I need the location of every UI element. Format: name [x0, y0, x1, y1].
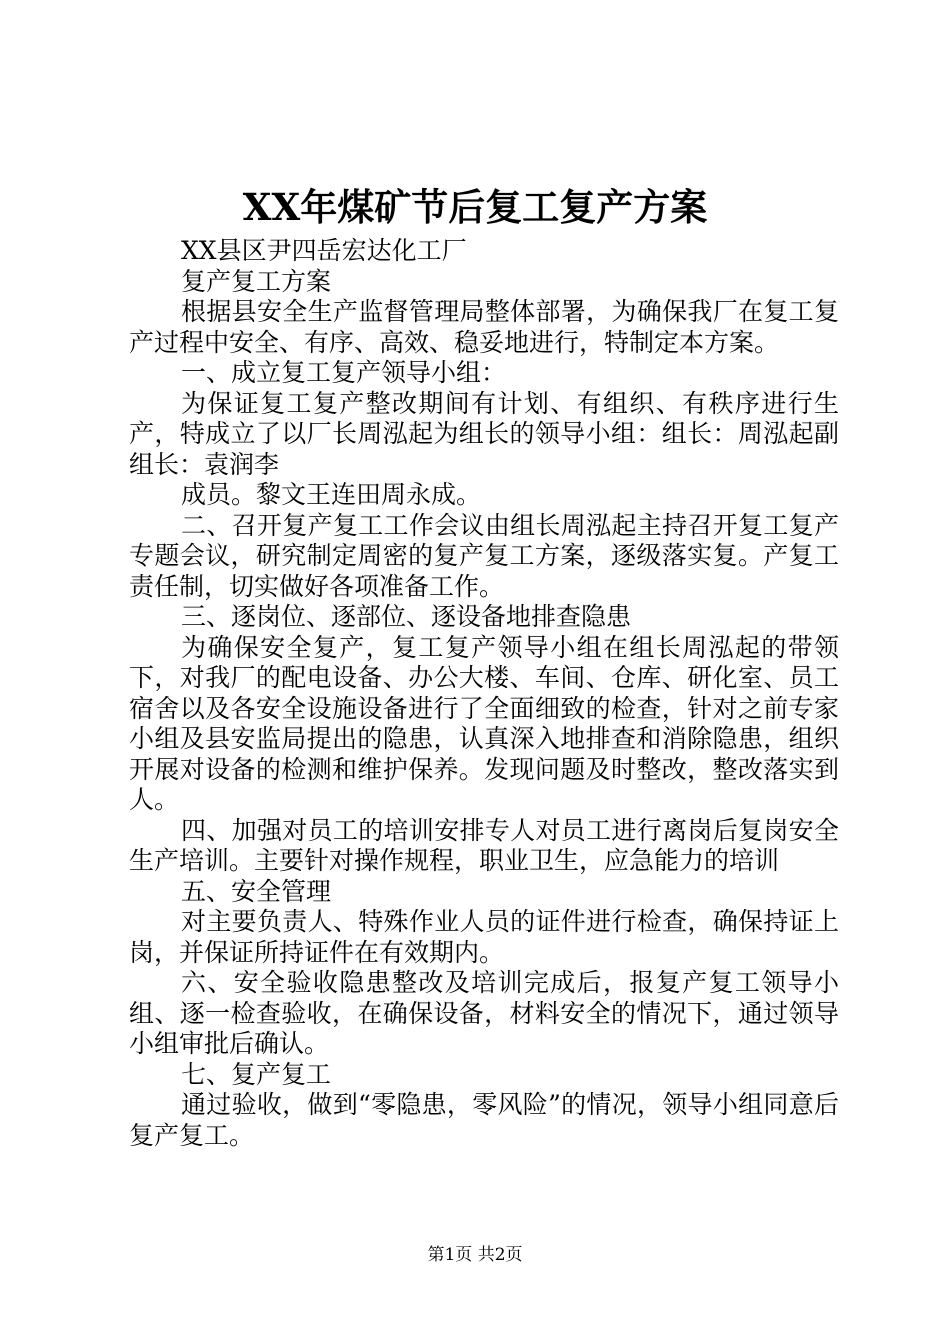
section-heading-3: 三、逐岗位、逐部位、逐设备地排查隐患: [181, 602, 632, 631]
paragraph-members: 成员。黎文王连田周永成。: [181, 480, 482, 509]
document-title: XX年煤矿节后复工复产方案: [242, 185, 708, 229]
paragraph-leadership-group: 为保证复工复产整改期间有计划、有组织、有秩序进行生产，特成立了以厂长周泓起为组长的领导小组：组长：周泓起副组长：袁润李: [129, 388, 839, 479]
paragraph-certificates: 对主要负责人、特殊作业人员的证件进行检查，确保持证上岗，并保证所持证件在有效期内。: [129, 907, 839, 967]
section-acceptance: 六、安全验收隐患整改及培训完成后，报复产复工领导小组、逐一检查验收，在确保设备，材料安全的情况下，通过领导小组审批后确认。: [129, 968, 839, 1058]
paragraph-inspection: 为确保安全复产，复工复产领导小组在组长周泓起的带领下，对我厂的配电设备、办公大楼、车间、仓库、研化室、员工宿舍以及各安全设施设备进行了全面细致的检查，针对之前专家小组及县安监局提出的隐患，认真深入地排查和消除隐患，组织开展对设备的检测和维护保养。发现问题及时整改，整改落实到人。: [129, 632, 839, 814]
document-body: [129, 236, 839, 1151]
section-heading-5: 五、安全管理: [181, 876, 332, 906]
section-heading-7: 七、复产复工: [181, 1059, 332, 1089]
page-indicator: 第1页 共2页: [427, 1245, 523, 1265]
paragraph-org-name: XX县区尹四岳宏达化工厂: [181, 236, 467, 265]
section-training: 四、加强对员工的培训安排专人对员工进行离岗后复岗安全生产培训。主要针对操作规程，职业卫生，应急能力的培训: [129, 815, 839, 875]
paragraph-plan-name: 复产复工方案: [181, 266, 332, 296]
section-meeting: 二、召开复产复工工作会议由组长周泓起主持召开复工复产专题会议，研究制定周密的复产复工方案，逐级落实复。产复工责任制，切实做好各项准备工作。: [129, 510, 839, 601]
paragraph-intro: 根据县安全生产监督管理局整体部署，为确保我厂在复工复产过程中安全、有序、高效、稳妥地进行，特制定本方案。: [129, 297, 839, 357]
paragraph-resume: 通过验收，做到“零隐患，零风险”的情况，领导小组同意后复产复工。: [129, 1090, 839, 1150]
section-heading-1: 一、成立复工复产领导小组：: [181, 358, 507, 387]
